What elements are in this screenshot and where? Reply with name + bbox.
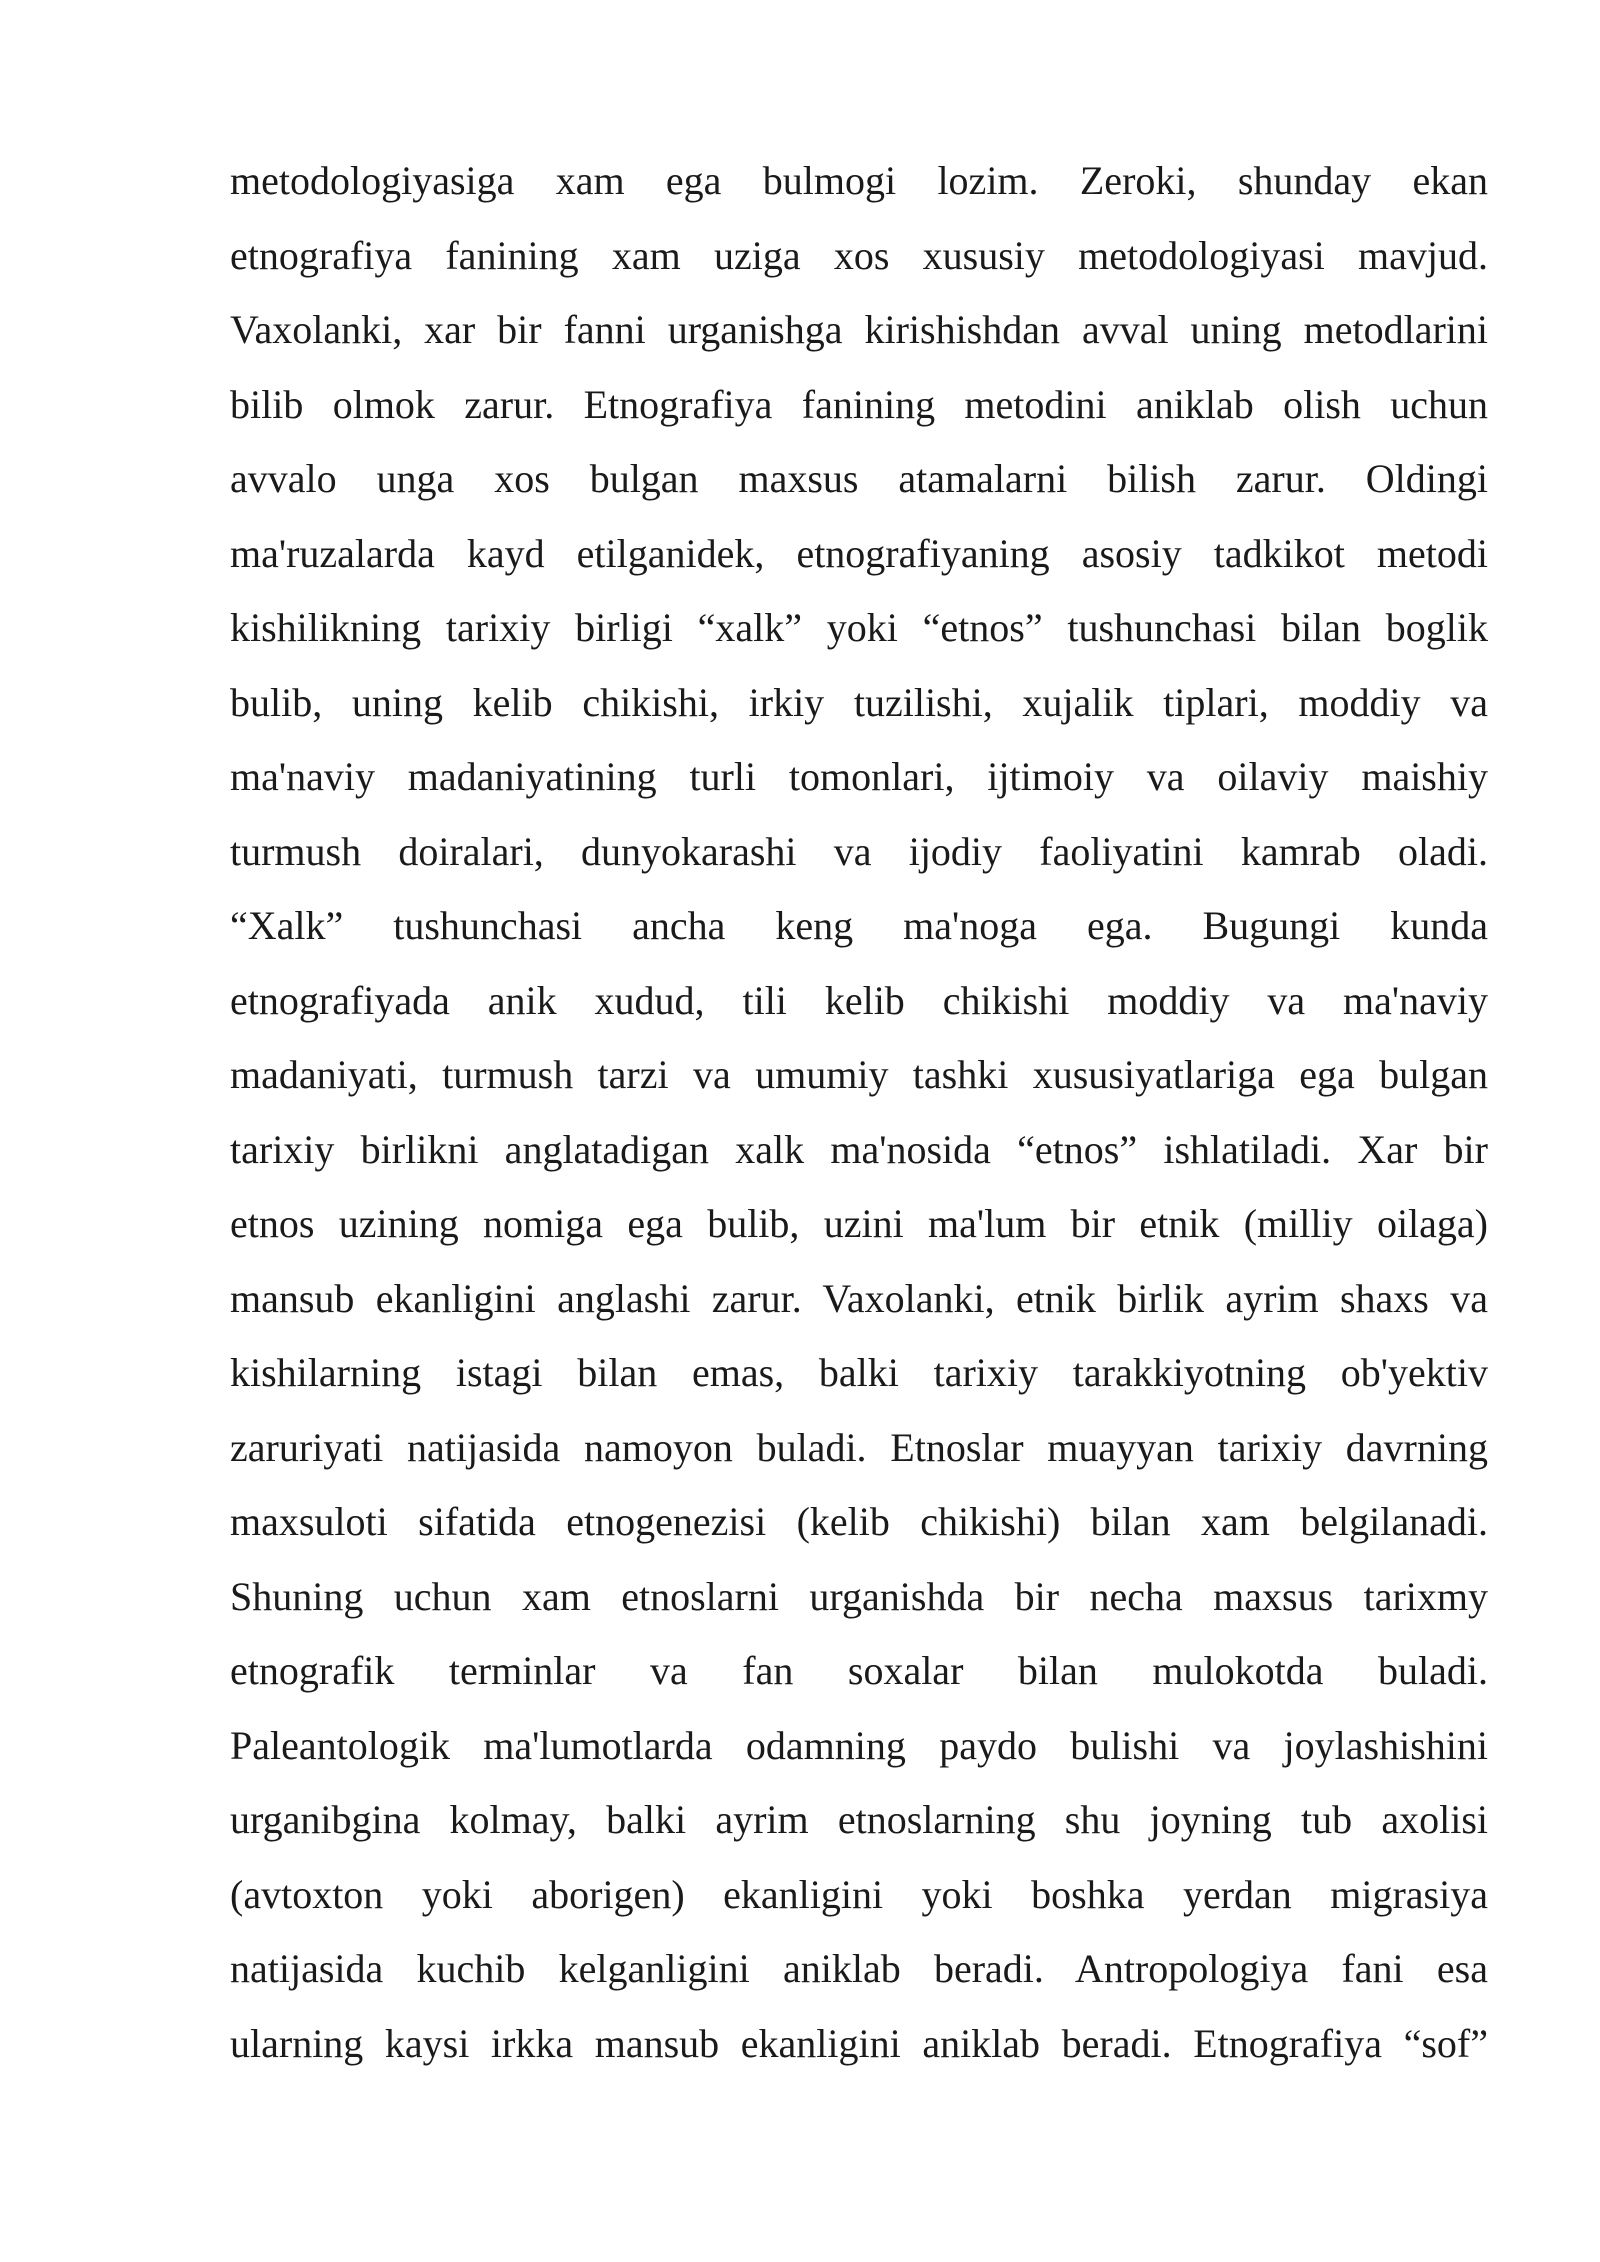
text-line: kishilikning tarixiy birligi “xalk” yoki “etnos” tushunchasi bilan boglik [230, 605, 1488, 650]
text-line: urganibgina kolmay, balki ayrim etnoslarning shu joyning tub axolisi [230, 1797, 1488, 1842]
text-line: etnografik terminlar va fan soxalar bilan mulokotda buladi. [230, 1648, 1488, 1693]
text-line: tarixiy birlikni anglatadigan xalk ma'nosida “etnos” ishlatiladi. Xar bir [230, 1126, 1488, 1172]
text-line: natijasida kuchib kelganligini aniklab beradi. Antropologiya fani esa [230, 1946, 1488, 1991]
text-line: etnografiyada anik xudud, tili kelib chikishi moddiy va ma'naviy [230, 977, 1488, 1023]
text-line: Shuning uchun xam etnoslarni urganishda bir necha maxsus tarixmy [230, 1573, 1488, 1619]
text-line: ma'naviy madaniyatining turli tomonlari, ijtimoiy va oilaviy maishiy [230, 754, 1488, 799]
text-line: metodologiyasiga xam ega bulmogi lozim. Zeroki, shunday ekan [230, 158, 1488, 203]
text-line: “Xalk” tushunchasi ancha keng ma'noga ega. Bugungi kunda [230, 903, 1488, 948]
text-line: ma'ruzalarda kayd etilganidek, etnografiyaning asosiy tadkikot metodi [230, 530, 1488, 576]
text-line: madaniyati, turmush tarzi va umumiy tashki xususiyatlariga ega bulgan [230, 1052, 1488, 1097]
text-line: bulib, uning kelib chikishi, irkiy tuzilishi, xujalik tiplari, moddiy va [230, 679, 1488, 725]
text-line: kishilarning istagi bilan emas, balki tarixiy tarakkiyotning ob'yektiv [230, 1350, 1488, 1395]
text-line: bilib olmok zarur. Etnografiya fanining metodini aniklab olish uchun [230, 381, 1488, 427]
text-line: etnografiya fanining xam uziga xos xususiy metodologiyasi mavjud. [230, 232, 1488, 278]
text-line: avvalo unga xos bulgan maxsus atamalarni bilish zarur. Oldingi [230, 456, 1488, 501]
body-text [230, 148, 1488, 2085]
text-line: Vaxolanki, xar bir fanni urganishga kirishishdan avval uning metodlarini [230, 307, 1488, 352]
text-line: Paleantologik ma'lumotlarda odamning paydo bulishi va joylashishini [230, 1722, 1488, 1768]
text-line: maxsuloti sifatida etnogenezisi (kelib chikishi) bilan xam belgilanadi. [230, 1499, 1488, 1544]
text-line: (avtoxton yoki aborigen) ekanligini yoki boshka yerdan migrasiya [230, 1871, 1488, 1917]
text-line: zaruriyati natijasida namoyon buladi. Etnoslar muayyan tarixiy davrning [230, 1424, 1488, 1470]
text-line: etnos uzining nomiga ega bulib, uzini ma'lum bir etnik (milliy oilaga) [230, 1201, 1488, 1246]
text-line: mansub ekanligini anglashi zarur. Vaxolanki, etnik birlik ayrim shaxs va [230, 1275, 1488, 1321]
text-line: ularning kaysi irkka mansub ekanligini aniklab beradi. Etnografiya “sof” [230, 2020, 1488, 2066]
text-line: turmush doiralari, dunyokarashi va ijodiy faoliyatini kamrab oladi. [230, 828, 1488, 874]
